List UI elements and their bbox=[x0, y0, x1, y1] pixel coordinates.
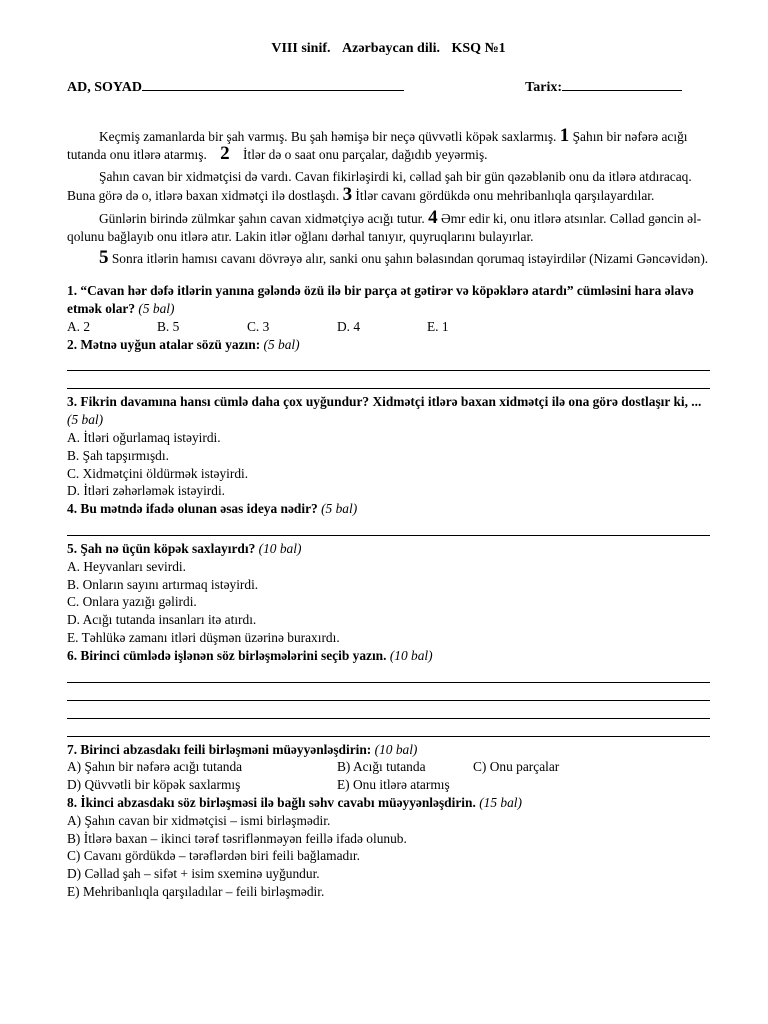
date-blank[interactable] bbox=[562, 76, 682, 91]
question-4-points: (5 bal) bbox=[321, 501, 358, 517]
option-a[interactable]: A) Şahın cavan bir xidmətçisi – ismi birləşmədir. bbox=[67, 812, 331, 828]
answer-line[interactable] bbox=[67, 683, 710, 701]
question-1-points: (5 bal) bbox=[138, 300, 175, 316]
option-b[interactable]: B) İtlərə baxan – ikinci tərəf təsriflənməyən feillə ifadə olunub. bbox=[67, 830, 407, 846]
page-title bbox=[67, 40, 710, 58]
marker-5: 5 bbox=[99, 247, 109, 269]
answer-line[interactable] bbox=[67, 701, 710, 719]
question-6-points: (10 bal) bbox=[389, 647, 433, 663]
option-c[interactable]: C) Onu parçalar bbox=[473, 759, 560, 775]
paragraph-3: Günlərin birində zülmkar şahın cavan xidmətçiyə acığı tutur. 4 Əmr edir ki, onu itlərə atsınlar. Cəllad gəncin əl-qolunu bağlayıb onu itlərə atır. Lakin itlər oğlanı dərhal tanıyır, quyruqlarını bulayırlar. bbox=[67, 206, 702, 244]
option-a[interactable]: A. İtləri oğurlamaq istəyirdi. bbox=[67, 429, 221, 445]
option-b[interactable]: B. 5 bbox=[157, 318, 180, 334]
option-e[interactable]: E) Mehribanlıqla qarşıladılar – feili birləşmədir. bbox=[67, 883, 325, 899]
option-e[interactable]: E. Təhlükə zamanı itləri düşmən üzərinə buraxırdı. bbox=[67, 629, 340, 645]
option-b[interactable]: B. Şah tapşırmışdı. bbox=[67, 447, 169, 463]
option-a[interactable]: A. Heyvanları sevirdi. bbox=[67, 558, 186, 574]
answer-line[interactable] bbox=[67, 353, 710, 371]
marker-1: 1 bbox=[559, 124, 570, 146]
paragraph-2: Şahın cavan bir xidmətçisi də vardı. Cavan fikirləşirdi ki, cəllad şah bir gün qəzəblənib onu da itlərə atdıracaq. Buna görə də o, itlərə baxan xidmətçi ilə dostlaşdı. 3 İtlər cavanı gördükdə onu mehribanlıqla qarşılayardılar. bbox=[67, 169, 692, 205]
date-field[interactable] bbox=[525, 76, 682, 97]
header-row bbox=[67, 76, 710, 97]
option-d[interactable]: D. Acığı tutanda insanları itə atırdı. bbox=[67, 612, 257, 628]
question-3 bbox=[67, 393, 710, 500]
option-d[interactable]: D) Qüvvətli bir köpək saxlarmış bbox=[67, 777, 241, 793]
question-2-points: (5 bal) bbox=[263, 336, 300, 352]
title-test: KSQ №1 bbox=[451, 41, 506, 56]
question-6-text: 6. Birinci cümlədə işlənən söz birləşmələrini seçib yazın. bbox=[67, 647, 387, 663]
answer-line[interactable] bbox=[67, 518, 710, 536]
question-5-text: 5. Şah nə üçün köpək saxlayırdı? bbox=[67, 540, 256, 556]
answer-line[interactable] bbox=[67, 719, 710, 737]
question-8 bbox=[67, 794, 710, 901]
question-2 bbox=[67, 336, 710, 390]
answer-line[interactable] bbox=[67, 665, 710, 683]
question-2-text: 2. Mətnə uyğun atalar sözü yazın: bbox=[67, 336, 261, 352]
question-6 bbox=[67, 647, 710, 737]
name-blank[interactable] bbox=[142, 76, 404, 91]
marker-2: 2 bbox=[220, 143, 230, 165]
option-d[interactable]: D) Cəllad şah – sifət + isim sxeminə uyğundur. bbox=[67, 866, 320, 882]
name-field[interactable] bbox=[67, 76, 404, 97]
reading-passage bbox=[67, 124, 710, 269]
question-4-text: 4. Bu mətndə ifadə olunan əsas ideya nədir? bbox=[67, 501, 318, 517]
question-3-points: (5 bal) bbox=[67, 412, 104, 428]
question-4 bbox=[67, 500, 710, 536]
option-a[interactable]: A) Şahın bir nəfərə acığı tutanda bbox=[67, 759, 243, 775]
option-c[interactable]: C) Cavanı gördükdə – tərəflərdən biri feili bağlamadır. bbox=[67, 848, 361, 864]
option-e[interactable]: E) Onu itlərə atarmış bbox=[337, 777, 450, 793]
option-a[interactable]: A. 2 bbox=[67, 318, 91, 334]
question-3-text: 3. Fikrin davamına hansı cümlə daha çox uyğundur? Xidmətçi itlərə baxan xidmətçi ilə ona görə dostlaşır ki, ... bbox=[67, 394, 702, 410]
option-c[interactable]: C. Xidmətçini öldürmək istəyirdi. bbox=[67, 465, 249, 481]
question-1-text: 1. “Cavan hər dəfə itlərin yanına gələndə özü ilə bir parça ət gətirər və köpəklərə atardı” cümləsini hara əlavə etmək olar? bbox=[67, 283, 694, 316]
question-7-options bbox=[67, 758, 710, 794]
title-subject: Azərbaycan dili. bbox=[342, 41, 440, 56]
option-d[interactable]: D. 4 bbox=[337, 318, 361, 334]
worksheet-page bbox=[67, 40, 710, 901]
option-d[interactable]: D. İtləri zəhərləmək istəyirdi. bbox=[67, 483, 226, 499]
question-5 bbox=[67, 540, 710, 647]
title-class: VIII sinif. bbox=[271, 41, 331, 56]
question-1-options bbox=[67, 318, 710, 336]
question-8-text: 8. İkinci abzasdakı söz birləşməsi ilə bağlı səhv cavabı müəyyənləşdirin. bbox=[67, 794, 476, 810]
question-5-points: (10 bal) bbox=[258, 540, 302, 556]
option-b[interactable]: B. Onların sayını artırmaq istəyirdi. bbox=[67, 576, 259, 592]
question-8-points: (15 bal) bbox=[479, 794, 522, 810]
name-label: AD, SOYAD bbox=[67, 79, 142, 95]
option-c[interactable]: C. Onlara yazığı gəlirdi. bbox=[67, 594, 197, 610]
question-7-points: (10 bal) bbox=[374, 741, 418, 757]
question-1 bbox=[67, 282, 710, 335]
answer-line[interactable] bbox=[67, 371, 710, 389]
option-e[interactable]: E. 1 bbox=[427, 318, 449, 334]
paragraph-4: 5 Sonra itlərin hamısı cavanı dövrəyə alır, sanki onu şahın bəlasından qorumaq istəyirdilər (Nizami Gəncəvidən). bbox=[99, 247, 709, 269]
marker-4: 4 bbox=[428, 206, 438, 228]
question-7-text: 7. Birinci abzasdakı feili birləşməni müəyyənləşdirin: bbox=[67, 741, 372, 757]
option-b[interactable]: B) Acığı tutanda bbox=[337, 759, 426, 775]
question-7 bbox=[67, 741, 710, 794]
paragraph-1: Keçmiş zamanlarda bir şah varmış. Bu şah həmişə bir neçə qüvvətli köpək saxlarmış. 1 Şahın bir nəfərə acığı tutanda onu itlərə atarmış. 2 İtlər də o saat onu parçalar, dağıdıb yeyərmiş. bbox=[67, 124, 688, 165]
marker-3: 3 bbox=[342, 183, 353, 205]
option-c[interactable]: C. 3 bbox=[247, 318, 270, 334]
date-label: Tarix: bbox=[525, 79, 562, 95]
